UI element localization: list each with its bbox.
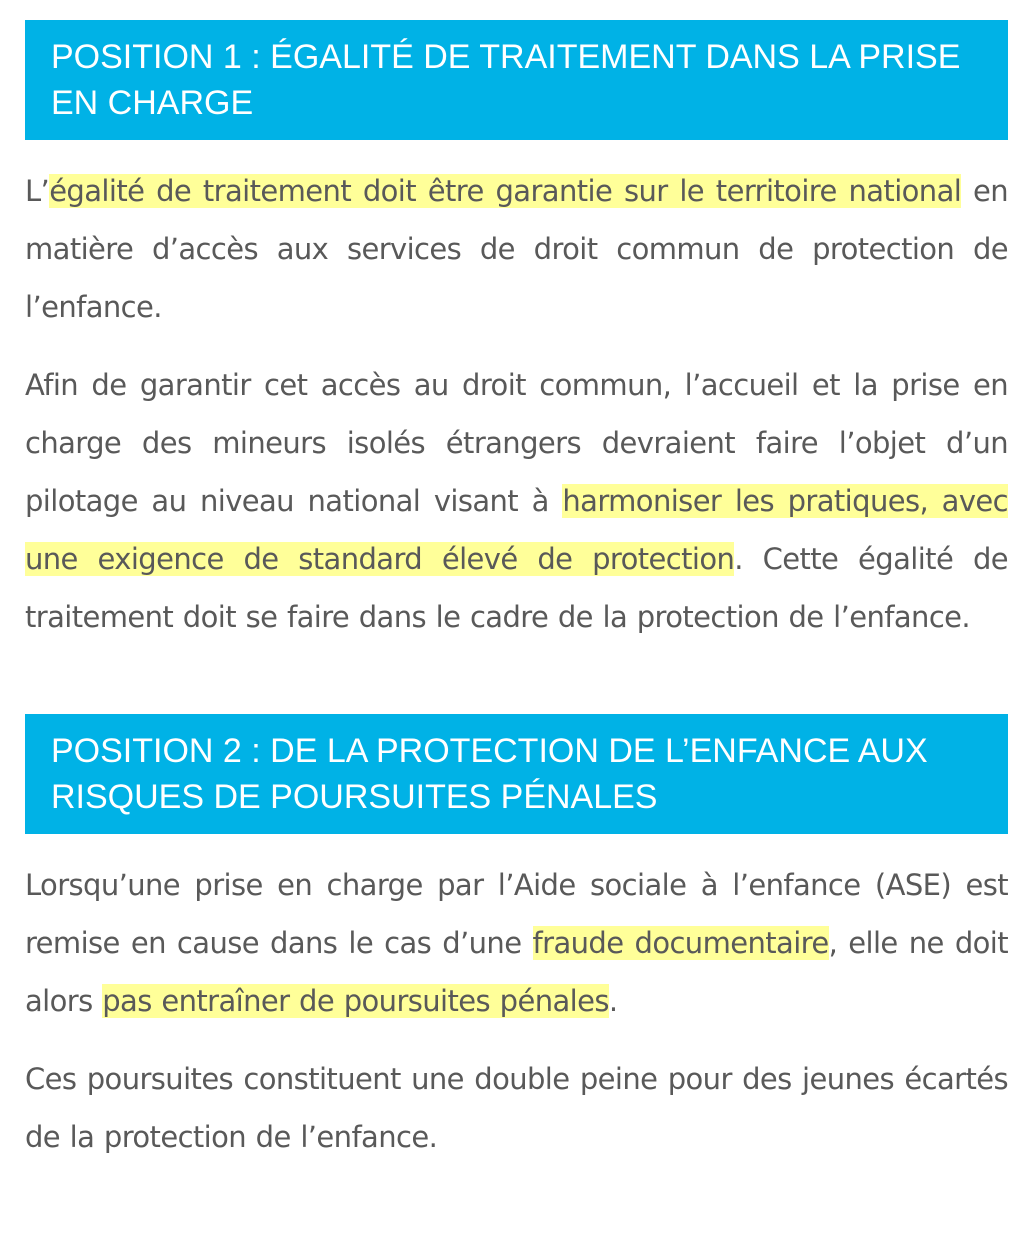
text-run: . [608, 984, 618, 1018]
text-run: en matière d’accès aux services de droit commun de protection de l’enfance. [25, 174, 1009, 324]
position-1-section [25, 20, 1008, 646]
document-page [25, 20, 1008, 1166]
highlighted-text: fraude documentaire [532, 926, 829, 960]
position-1-paragraph-2 [25, 356, 1008, 646]
text-run: Afin de garantir cet accès au droit commun, l’accueil et la prise en charge des mineurs isolés étrangers devraient faire l’objet d’un pilotage au niveau national visant à [25, 368, 1008, 518]
position-2-paragraph-1 [25, 856, 1008, 1030]
text-run: L’ [25, 174, 50, 208]
highlighted-text: harmoniser les pratiques, avec une exigence de standard élevé de protection [25, 484, 1008, 576]
position-2-paragraph-2: Ces poursuites constituent une double peine pour des jeunes écartés de la protection de l’enfance. [25, 1062, 1008, 1154]
position-1-paragraph-1 [25, 162, 1008, 336]
text-run: Lorsqu’une prise en charge par l’Aide sociale à l’enfance (ASE) est remise en cause dans le cas d’une [25, 868, 1008, 960]
text-run: . Cette égalité de traitement doit se faire dans le cadre de la protection de l’enfance. [25, 542, 1008, 634]
highlighted-text: égalité de traitement doit être garantie sur le territoire national [49, 174, 962, 208]
text-run: , elle ne doit alors [25, 926, 1008, 1018]
position-2-heading: POSITION 2 : DE LA PROTECTION DE L’ENFANCE AUX RISQUES DE POURSUITES PÉNALES [25, 714, 1008, 834]
highlighted-text: pas entraîner de poursuites pénales [102, 984, 609, 1018]
position-2-section [25, 714, 1008, 1166]
position-1-heading: POSITION 1 : ÉGALITÉ DE TRAITEMENT DANS LA PRISE EN CHARGE [25, 20, 1008, 140]
